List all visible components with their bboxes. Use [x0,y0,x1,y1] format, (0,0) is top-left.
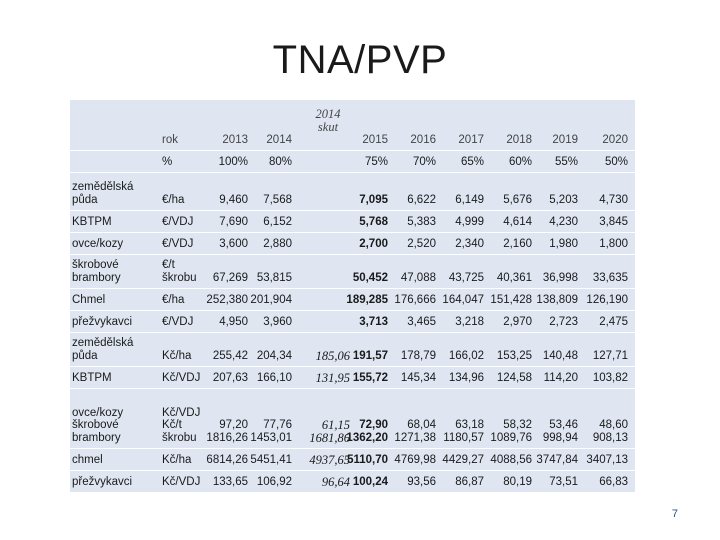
table-cell: 48,60 908,13 [592,419,628,444]
table-cell: 252,380 [206,293,248,306]
table-cell: 126,190 [586,293,628,306]
table-cell: 93,56 [407,475,436,488]
table-cell: 4769,98 [394,453,436,466]
table-cell: 5110,70 [347,453,388,466]
table-cell: 53,46 998,94 [542,419,578,444]
table-cell: 131,95 [315,370,350,385]
table-cell: 3,600 [219,237,248,250]
table-cell: 86,87 [455,475,484,488]
table-cell: 127,71 [592,349,628,362]
page-title: TNA/PVP [272,38,448,82]
table-cell: 153,25 [496,349,532,362]
row-label: chmel [72,453,103,466]
row-unit: Kč/ha [162,453,192,466]
row-unit: €/VDJ [162,237,194,250]
table-cell: 5451,41 [250,453,292,466]
row-label: škrobové brambory [72,259,121,284]
header-pct: 65% [460,156,484,168]
table-cell: 185,06 [315,348,350,363]
table-cell: 63,18 1180,57 [443,419,484,444]
row-unit: Kč/VDJ [162,371,201,384]
table-cell: 166,02 [448,349,484,362]
table-cell: 47,088 [400,271,436,284]
table-cell: 2,970 [503,315,532,328]
table-cell: 3,218 [455,315,484,328]
header-year: 2015 [362,134,388,146]
table-cell: 7,568 [263,193,292,206]
table-cell: 2,880 [263,237,292,250]
table-cell: 3,845 [599,215,628,228]
table-cell: 164,047 [442,293,484,306]
table-cell: 5,768 [359,215,388,228]
table-cell: 4,999 [455,215,484,228]
table-cell: 133,65 [212,475,248,488]
row-label: KBTPM [72,215,112,228]
header-rok: rok [162,134,178,146]
header-pct: 80% [268,156,292,168]
table-cell: 67,269 [212,271,248,284]
row-unit: €/VDJ [162,315,194,328]
table-cell: 204,34 [256,349,292,362]
table-cell: 43,725 [448,271,484,284]
table-cell: 100,24 [352,475,388,488]
header-pct: 70% [412,156,436,168]
header-pct-label: % [162,156,173,168]
table-cell: 155,72 [352,371,388,384]
table-cell: 3,960 [263,315,292,328]
row-unit: €/t škrobu [162,259,197,284]
row-unit: Kč/VDJ Kč/t škrobu [162,406,201,444]
table-cell: 66,83 [599,475,628,488]
table-cell: 178,79 [400,349,436,362]
table-cell: 9,460 [219,193,248,206]
table-cell: 7,690 [219,215,248,228]
row-unit: €/ha [162,293,185,306]
table-cell: 151,428 [490,293,532,306]
table-cell: 96,64 [321,474,350,489]
table-cell: 3,713 [359,315,388,328]
table-cell: 72,90 1362,20 [346,419,388,444]
table-cell: 97,20 1816,26 [206,419,248,444]
table-cell: 6814,26 [206,453,248,466]
table-cell: 124,58 [496,371,532,384]
table-cell: 2,160 [503,237,532,250]
table-cell: 40,361 [496,271,532,284]
header-year: 2014 skut [315,107,341,134]
header-pct: 60% [508,156,532,168]
header-year: 2018 [506,134,532,146]
header-year: 2017 [458,134,484,146]
table-cell: 3,465 [407,315,436,328]
table-cell: 1,800 [599,237,628,250]
table-cell: 5,676 [503,193,532,206]
table-cell: 207,63 [212,371,248,384]
table-cell: 189,285 [346,293,388,306]
table-cell: 53,815 [256,271,292,284]
row-label: přežvykavci [72,475,133,488]
table-cell: 4,230 [549,215,578,228]
row-label: Chmel [72,293,106,306]
table-cell: 2,475 [599,315,628,328]
row-unit: €/ha [162,193,185,206]
table-cell: 3407,13 [586,453,628,466]
table-cell: 68,04 1271,38 [394,419,436,444]
header-year: 2020 [602,134,628,146]
table-cell: 6,152 [263,215,292,228]
header-pct: 50% [604,156,628,168]
table-cell: 255,42 [212,349,248,362]
header-year: 2013 [222,134,248,146]
table-cell: 3747,84 [536,453,578,466]
table-cell: 4,950 [219,315,248,328]
table-cell: 5,383 [407,215,436,228]
table-cell: 50,452 [352,271,388,284]
row-label: KBTPM [72,371,112,384]
table-cell: 5,203 [549,193,578,206]
table-cell: 4,730 [599,193,628,206]
header-year: 2014 [266,134,292,146]
table-cell: 191,57 [352,349,388,362]
header-pct: 55% [554,156,578,168]
table-cell: 134,96 [448,371,484,384]
table-cell: 1,980 [549,237,578,250]
table-cell: 61,15 1681,86 [309,418,350,445]
row-label: ovce/kozy [72,237,124,250]
table-cell: 6,622 [407,193,436,206]
table-cell: 2,520 [407,237,436,250]
table-cell: 7,095 [359,193,388,206]
row-unit: Kč/ha [162,349,192,362]
table-cell: 4088,56 [490,453,532,466]
table-cell: 201,904 [250,293,292,306]
row-unit: €/VDJ [162,215,194,228]
table-cell: 4,614 [503,215,532,228]
table-cell: 106,92 [256,475,292,488]
table-cell: 2,723 [549,315,578,328]
row-label: přežvykavci [72,315,133,328]
table-cell: 166,10 [256,371,292,384]
page-number: 7 [671,508,678,520]
header-year: 2019 [552,134,578,146]
table-cell: 36,998 [542,271,578,284]
header-year: 2016 [410,134,436,146]
table-cell: 114,20 [543,371,578,384]
table-cell: 80,19 [503,475,532,488]
table-cell: 6,149 [455,193,484,206]
table-cell: 73,51 [549,475,578,488]
table-cell: 4937,65 [309,452,350,467]
table-cell: 77,76 1453,01 [250,419,292,444]
table-cell: 140,48 [542,349,578,362]
table-cell: 176,666 [394,293,436,306]
table-cell: 58,32 1089,76 [490,419,532,444]
header-pct: 100% [218,156,248,168]
row-label: ovce/kozy škrobové brambory [72,406,124,444]
row-unit: Kč/VDJ [162,475,201,488]
header-pct: 75% [364,156,388,168]
row-label: zemědělská půda [72,181,134,206]
table-cell: 103,82 [592,371,628,384]
table-cell: 4429,27 [442,453,484,466]
table-cell: 2,700 [359,237,388,250]
table-cell: 145,34 [400,371,436,384]
table-cell: 138,809 [536,293,578,306]
table-cell: 33,635 [592,271,628,284]
row-label: zemědělská půda [72,337,134,362]
table-cell: 2,340 [455,237,484,250]
